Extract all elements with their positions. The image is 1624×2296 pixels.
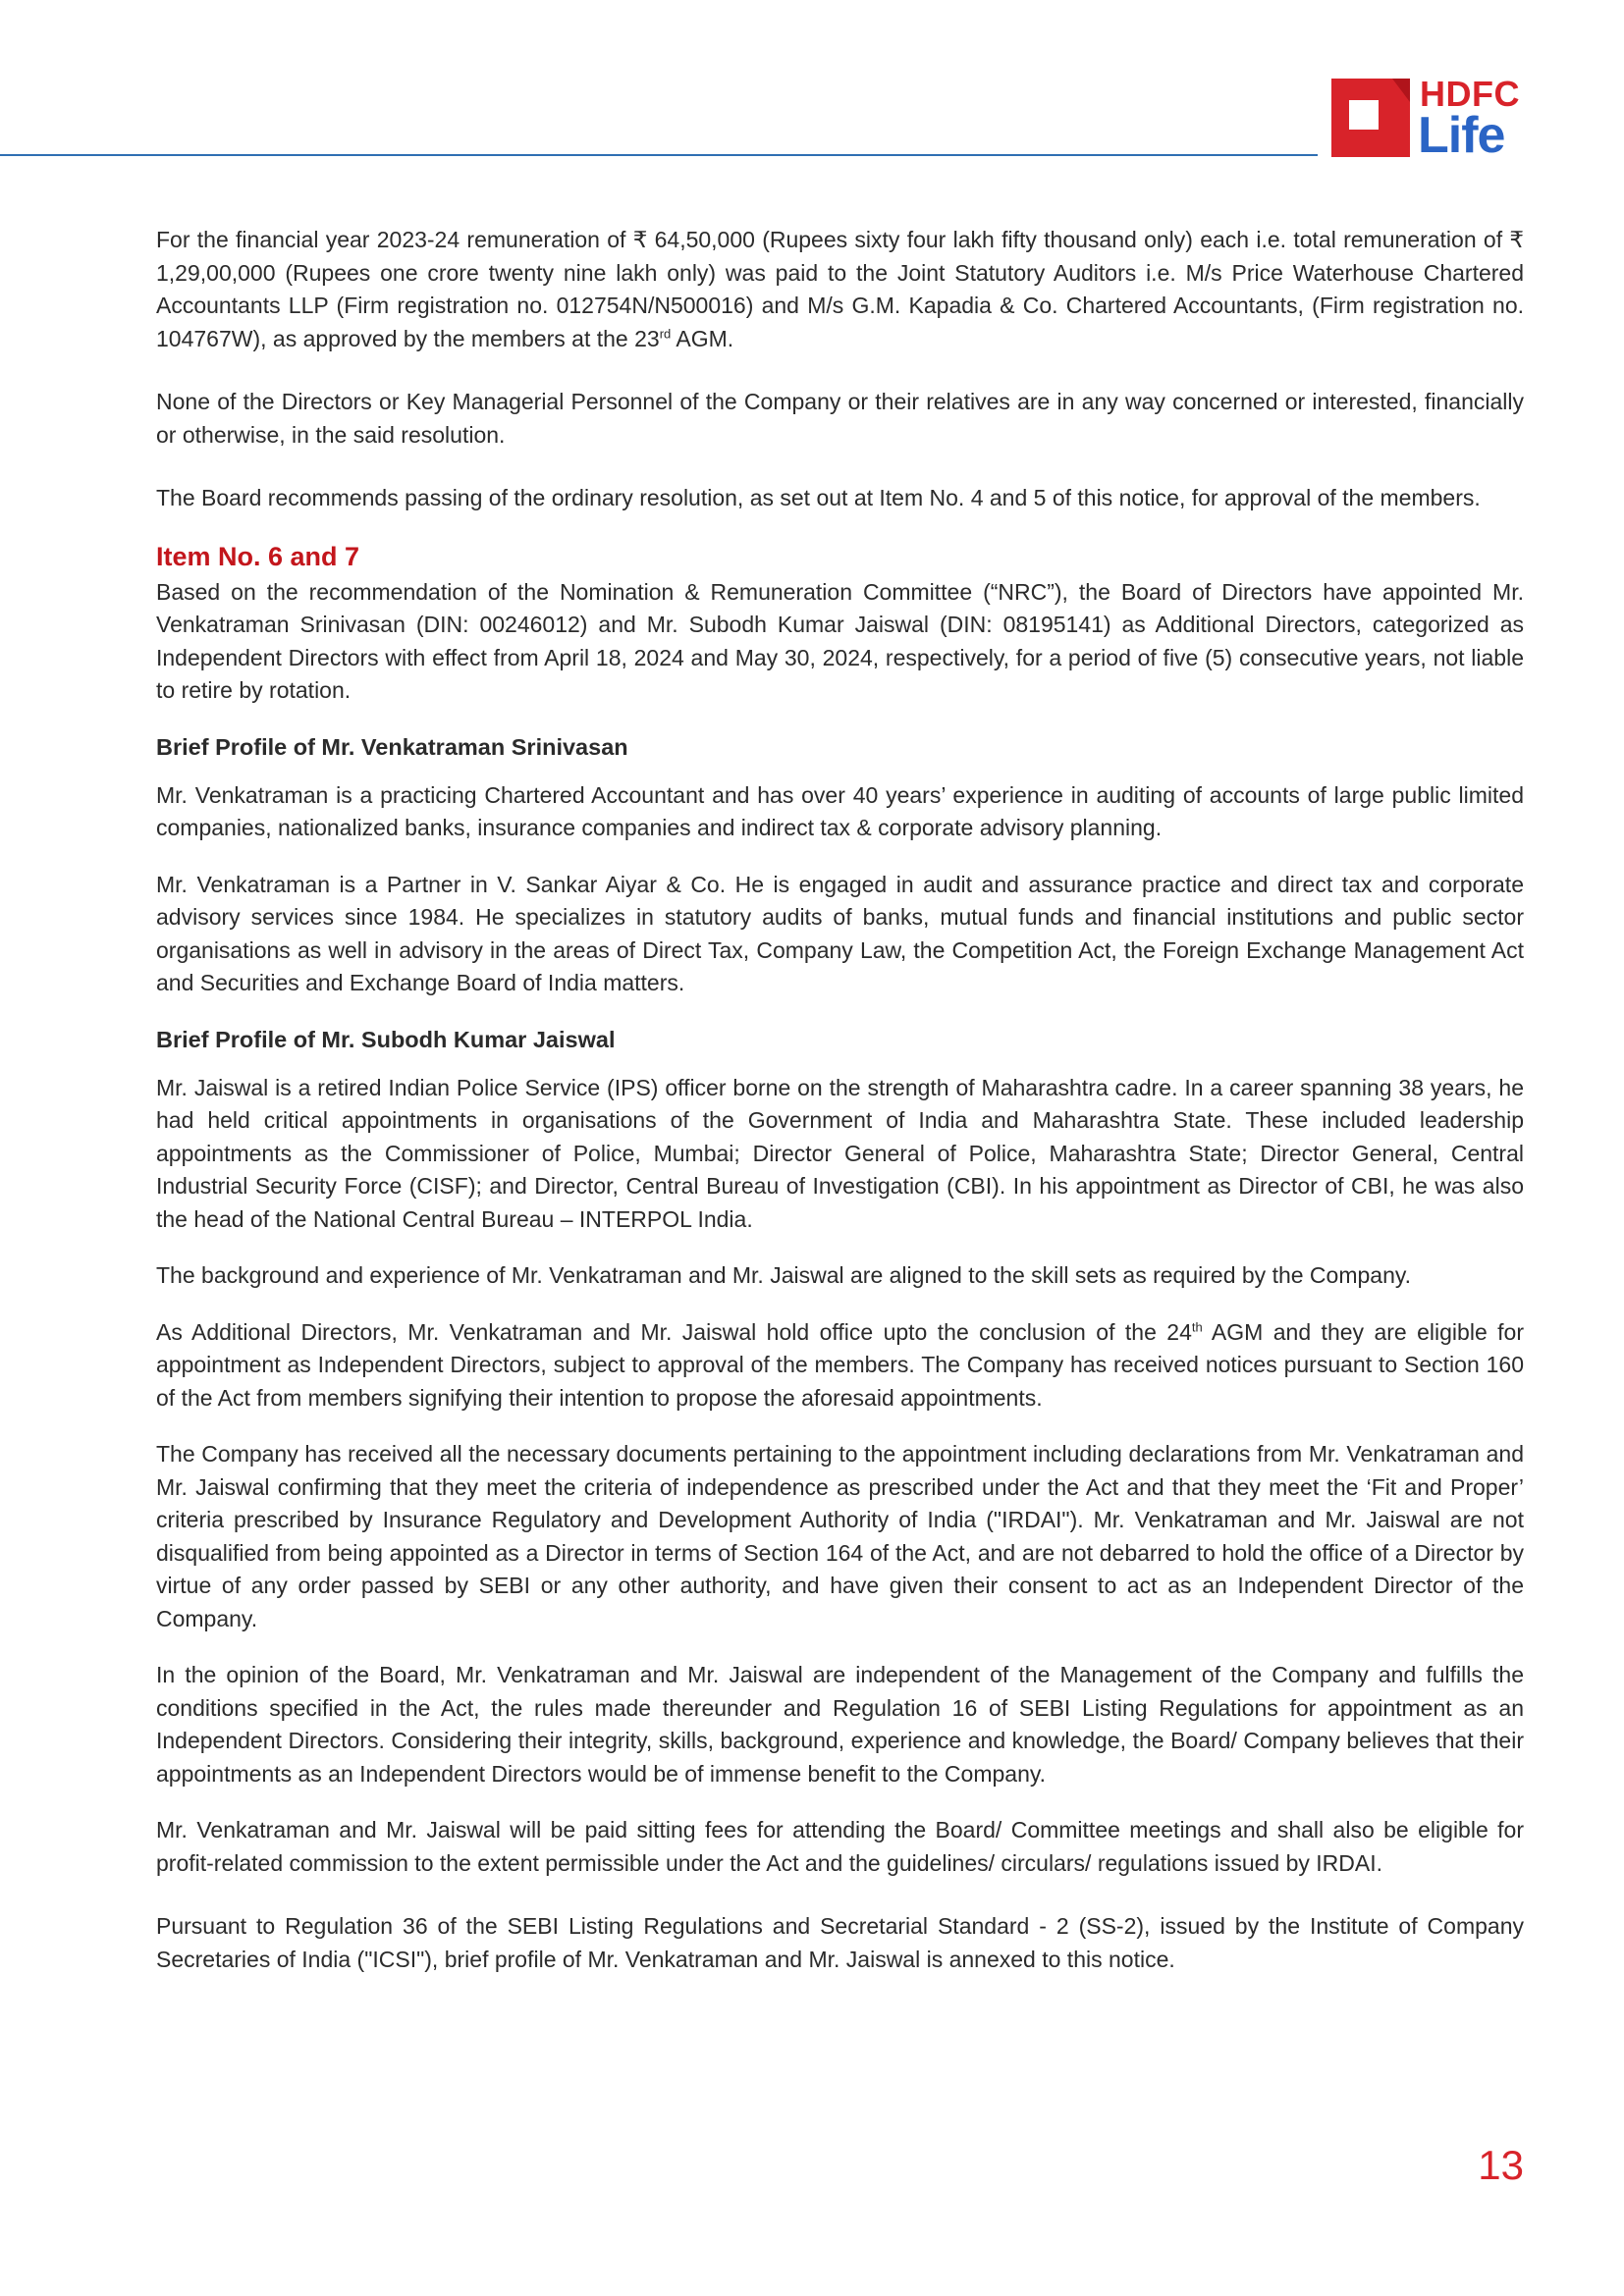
paragraph-regulation-36: Pursuant to Regulation 36 of the SEBI Listing Regulations and Secretarial Standard - 2 (SS-2), issued by the Institute of Company Secretaries of India ("ICSI"), brief profile of Mr. Venkatraman and Mr. Jaiswal is annexed to this notice. [156,1913,1524,1972]
profile-heading-venkatraman: Brief Profile of Mr. Venkatraman Srinivasan [156,733,628,760]
header-rule [0,154,1318,156]
hdfc-life-logo [1331,75,1528,163]
ordinal-suffix: rd [659,325,672,341]
paragraph-profile-jaiswal: Mr. Jaiswal is a retired Indian Police Service (IPS) officer borne on the strength of Maharashtra cadre. In a career spanning 38 years, he had held critical appointments in organisations of the Government of India and Maharashtra State. These included leadership appointments as the Commissioner of Police, Mumbai; Director General of Police, Maharashtra State; Director General, Central Industrial Security Force (CISF); and Director, Central Bureau of Investigation (CBI). In his appointment as Director of CBI, he was also the head of the National Central Bureau – INTERPOL India. [156,1074,1524,1232]
logo-text-hdfc: HDFC [1420,74,1520,114]
logo-text-life: Life [1418,107,1505,164]
logo-mark-icon [1331,79,1410,157]
paragraph-skill-alignment: The background and experience of Mr. Venkatraman and Mr. Jaiswal are aligned to the skill sets as required by the Company. [156,1262,1412,1288]
profile-heading-jaiswal: Brief Profile of Mr. Subodh Kumar Jaiswal [156,1026,616,1052]
paragraph-interest-disclosure: None of the Directors or Key Managerial Personnel of the Company or their relatives are in any way concerned or interested, financially or otherwise, in the said resolution. [156,389,1524,448]
paragraph-board-opinion: In the opinion of the Board, Mr. Venkatraman and Mr. Jaiswal are independent of the Management of the Company and fulfills the conditions specified in the Act, the rules made thereunder and Regulation 16 of SEBI Listing Regulations for appointment as an Independent Directors. Considering their integrity, skills, background, experience and knowledge, the Board/ Company believes that their appointments as an Independent Directors would be of immense benefit to the Company. [156,1662,1524,1787]
paragraph-profile-venkatraman-1: Mr. Venkatraman is a practicing Chartered Accountant and has over 40 years’ experience in auditing of accounts of large public limited companies, nationalized banks, insurance companies and indirect tax & corporate advisory planning. [156,781,1524,840]
document-body [156,224,1524,2006]
ordinal-suffix: th [1191,1318,1203,1334]
page-number: 13 [1478,2142,1524,2188]
paragraph-documents-received: The Company has received all the necessary documents pertaining to the appointment including declarations from Mr. Venkatraman and Mr. Jaiswal confirming that they meet the criteria of independence as prescribed under the Act and that they meet the ‘Fit and Proper’ criteria prescribed by Insurance Regulatory and Development Authority of India ("IRDAI"). Mr. Venkatraman and Mr. Jaiswal are not disqualified from being appointed as a Director in terms of Section 164 of the Act, and are not debarred to hold the office of a Director by virtue of any order passed by SEBI or any other authority, and have given their consent to act as an Independent Director of the Company. [156,1441,1524,1631]
paragraph-sitting-fees: Mr. Venkatraman and Mr. Jaiswal will be paid sitting fees for attending the Board/ Committee meetings and shall also be eligible for profit-related commission to the extent permissible under the Act and the guidelines/ circulars/ regulations issued by IRDAI. [156,1817,1524,1876]
paragraph-additional-directors: As Additional Directors, Mr. Venkatraman and Mr. Jaiswal hold office upto the conclusion of the 24th AGM and they are eligible for appointment as Independent Directors, subject to approval of the members. The Company has received notices pursuant to Section 160 of the Act from members signifying their intention to propose the aforesaid appointments. [156,1318,1525,1411]
paragraph-board-recommendation: The Board recommends passing of the ordinary resolution, as set out at Item No. 4 and 5 of this notice, for approval of the members. [156,485,1481,510]
section-heading-item-6-7: Item No. 6 and 7 [156,541,360,571]
paragraph-profile-venkatraman-2: Mr. Venkatraman is a Partner in V. Sankar Aiyar & Co. He is engaged in audit and assurance practice and direct tax and corporate advisory services since 1984. He specializes in statutory audits of banks, mutual funds and financial institutions and public sector organisations as well in advisory in the areas of Direct Tax, Company Law, the Competition Act, the Foreign Exchange Management Act and Securities and Exchange Board of India matters. [156,871,1524,995]
paragraph-remuneration: For the financial year 2023-24 remuneration of ₹ 64,50,000 (Rupees sixty four lakh fifty thousand only) each i.e. total remuneration of ₹ 1,29,00,000 (Rupees one crore twenty nine lakh only) was paid to the Joint Statutory Auditors i.e. M/s Price Waterhouse Chartered Accountants LLP (Firm registration no. 012754N/N500016) and M/s G.M. Kapadia & Co. Chartered Accountants, (Firm registration no. 104767W), as approved by the members at the 23rd AGM. [156,227,1524,351]
paragraph-item-intro: Based on the recommendation of the Nomination & Remuneration Committee (“NRC”), the Board of Directors have appointed Mr. Venkatraman Srinivasan (DIN: 00246012) and Mr. Subodh Kumar Jaiswal (DIN: 08195141) as Additional Directors, categorized as Independent Directors with effect from April 18, 2024 and May 30, 2024, respectively, for a period of five (5) consecutive years, not liable to retire by rotation. [156,578,1524,703]
